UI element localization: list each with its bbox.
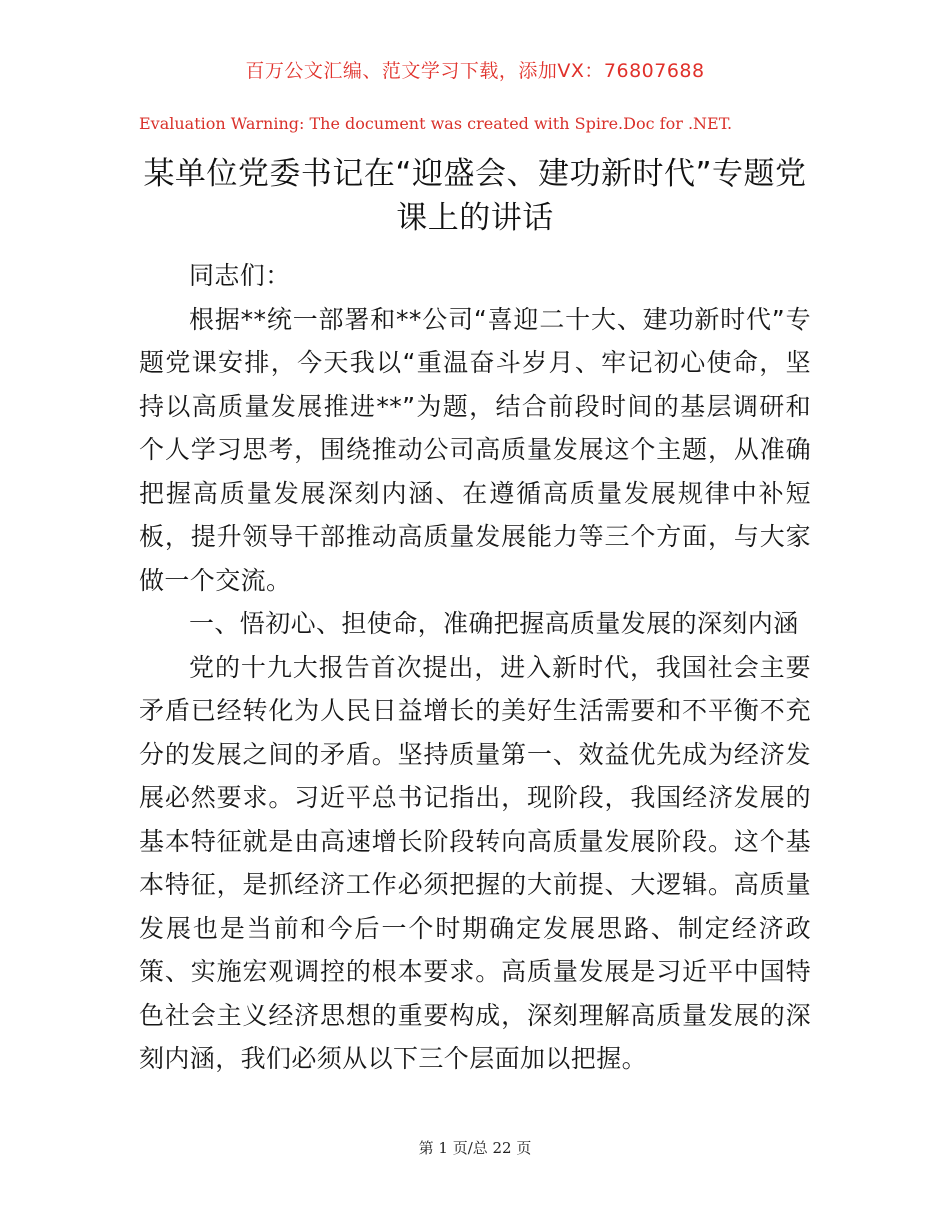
header-banner: 百万公文汇编、范文学习下载，添加VX：76807688 (245, 60, 705, 82)
document-body (139, 254, 811, 1081)
salutation-paragraph: 同志们： (189, 261, 291, 290)
section-heading: 一、悟初心、担使命，准确把握高质量发展的深刻内涵 (189, 609, 799, 638)
evaluation-warning: Evaluation Warning: The document was created with Spire.Doc for .NET. (139, 114, 733, 133)
page-number-footer: 第 1 页/总 22 页 (418, 1139, 532, 1157)
body-paragraph: 党的十九大报告首次提出，进入新时代，我国社会主要矛盾已经转化为人民日益增长的美好生活需要和不平衡不充分的发展之间的矛盾。坚持质量第一、效益优先成为经济发展必然要求。习近平总书记指出，现阶段，我国经济发展的基本特征就是由高速增长阶段转向高质量发展阶段。这个基本特征，是抓经济工作必须把握的大前提、大逻辑。高质量发展也是当前和今后一个时期确定发展思路、制定经济政策、实施宏观调控的根本要求。高质量发展是习近平中国特色社会主义经济思想的重要构成，深刻理解高质量发展的深刻内涵，我们必须从以下三个层面加以把握。 (139, 652, 811, 1073)
document-title: 某单位党委书记在“迎盛会、建功新时代”专题党课上的讲话 (143, 156, 807, 236)
intro-paragraph: 根据**统一部署和**公司“喜迎二十大、建功新时代”专题党课安排，今天我以“重温奋斗岁月、牢记初心使命，坚持以高质量发展推进**”为题，结合前段时间的基层调研和个人学习思考，围绕推动公司高质量发展这个主题，从准确把握高质量发展深刻内涵、在遵循高质量发展规律中补短板，提升领导干部推动高质量发展能力等三个方面，与大家做一个交流。 (139, 304, 811, 595)
